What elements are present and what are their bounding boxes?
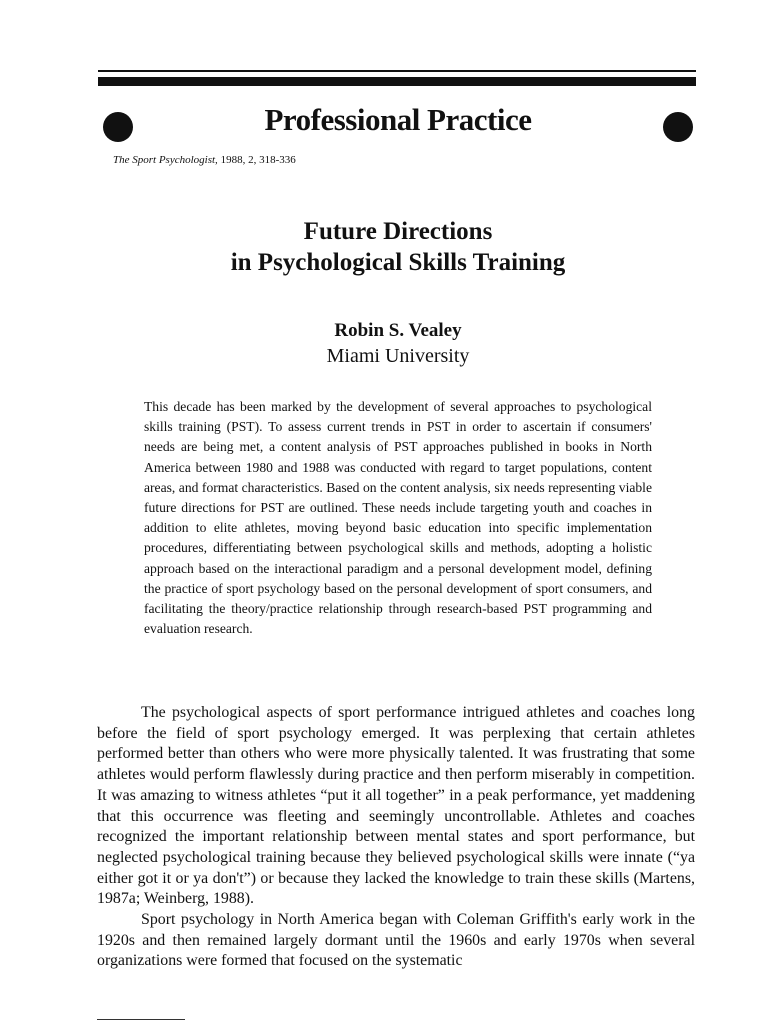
journal-citation xyxy=(113,154,296,166)
body-paragraph: Sport psychology in North America began with Coleman Griffith's early work in the 1920s and then remained largely dormant until the 1960s and early 1970s when several organizations were formed that focused on the systematic xyxy=(97,911,695,970)
bullet-left-icon xyxy=(103,112,133,142)
section-title: Professional Practice xyxy=(264,102,532,137)
citation-details: 1988, 2, 318-336 xyxy=(220,154,296,166)
article-title xyxy=(100,216,696,278)
body-paragraph: The psychological aspects of sport performance intrigued athletes and coaches long before the field of sport psychology emerged. It was perplexing that certain athletes performed better than others who were more physically talented. It was frustrating that some athletes would perform flawlessly during practice and then perform miserably in competition. It was amazing to witness athletes “put it all together” in a peak performance, yet maddening that this occurrence was fleeting and seemingly uncontrollable. Athletes and coaches recognized the important relationship between mental states and sport performance, but neglected psychological training because they believed psychological skills were innate (“ya either got it or ya don't”) or because they lacked the knowledge to train these skills (Martens, 1987a; Weinberg, 1988). xyxy=(97,704,695,908)
bullet-right-icon xyxy=(663,112,693,142)
header-rule-thick xyxy=(98,77,696,86)
footnote-rule xyxy=(97,1019,185,1020)
article-title-line1: Future Directions xyxy=(303,218,493,245)
journal-name: The Sport Psychologist, xyxy=(113,154,218,166)
author-affiliation: Miami University xyxy=(326,345,470,367)
article-title-line2: in Psychological Skills Training xyxy=(230,249,566,276)
author-name: Robin S. Vealey xyxy=(334,320,462,341)
body-text xyxy=(97,703,695,972)
header-rule-thin xyxy=(98,70,696,72)
abstract: This decade has been marked by the development of several approaches to psychological skills training (PST). To assess current trends in PST in order to ascertain if consumers' needs are being met, a content analysis of PST approaches published in books in North America between 1980 and 1988 was conducted with regard to target populations, content areas, and format characteristics. Based on the content analysis, six needs representing viable future directions for PST are outlined. These needs include targeting youth and coaches in addition to elite athletes, moving beyond basic education into specific implementation procedures, differentiating between psychological skills and methods, adopting a holistic approach based on the interactional paradigm and a personal development model, defining the practice of sport psychology based on the personal development of sport consumers, and facilitating the theory/practice relationship through research-based PST programming and evaluation research. xyxy=(144,399,652,637)
